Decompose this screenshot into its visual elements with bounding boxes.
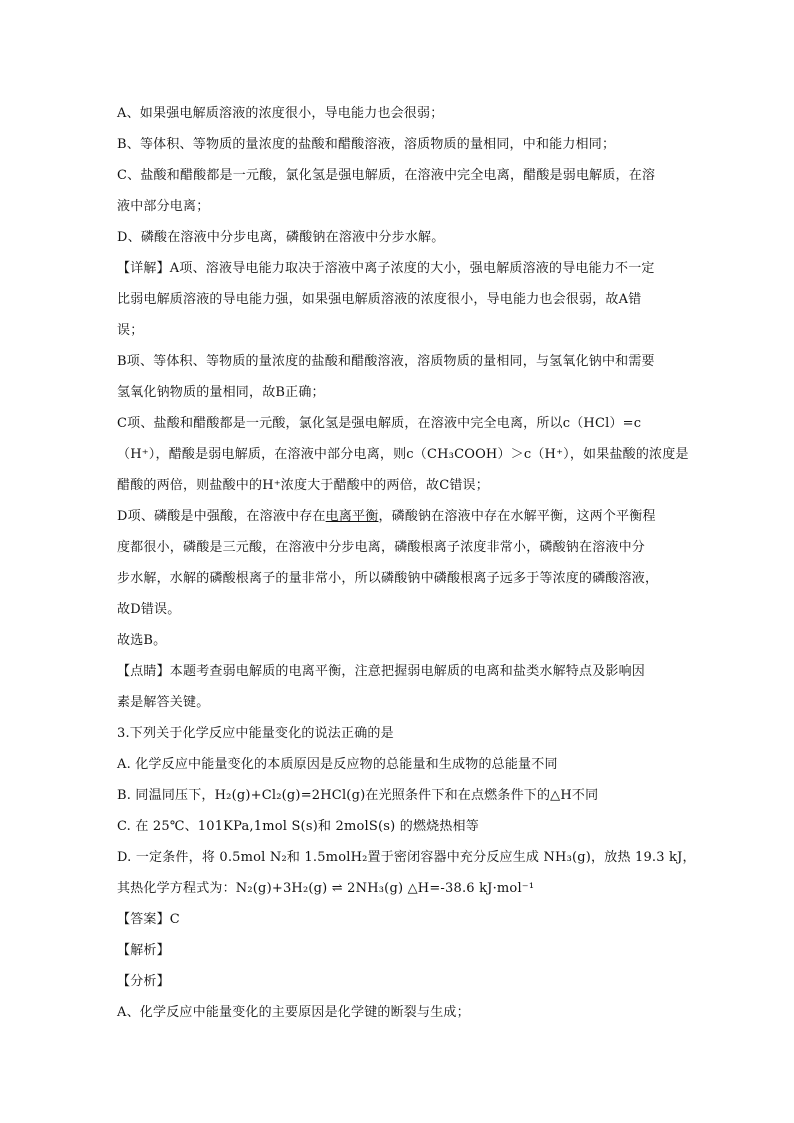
analysis-label: 【解析】 <box>117 943 170 958</box>
analysis-subheading: 【分析】 <box>117 974 170 989</box>
option-a: A. 化学反应中能量变化的本质原因是反应物的总能量和生成物的总能量不同 <box>117 757 558 772</box>
text-line: A、如果强电解质溶液的浓度很小，导电能力也会很弱； <box>117 106 444 121</box>
text-line: （H⁺），醋酸是弱电解质，在溶液中部分电离，则c（CH₃COOH）＞c（H⁺），如果盐酸的浓度是 <box>117 447 689 462</box>
text-line: 氢氧化钠物质的量相同，故B正确； <box>117 385 325 400</box>
question-heading: 3.下列关于化学反应中能量变化的说法正确的是 <box>117 726 394 741</box>
text-line: B项、等体积、等物质的量浓度的盐酸和醋酸溶液，溶质物质的量相同，与氢氧化钠中和需要 <box>117 354 655 369</box>
text-line: A、化学反应中能量变化的主要原因是化学键的断裂与生成； <box>117 1005 470 1020</box>
text-line: 故选B。 <box>117 633 167 648</box>
option-d: D. 一定条件，将 0.5mol N₂和 1.5molH₂置于密闭容器中充分反应生成 NH₃(g)，放热 19.3 kJ， <box>117 850 696 865</box>
text-line: 醋酸的两倍，则盐酸中的H⁺浓度大于醋酸中的两倍，故C错误； <box>117 478 489 493</box>
option-c: C. 在 25℃、101KPa,1mol S(s)和 2molS(s) 的燃烧热相等 <box>117 819 479 834</box>
option-b: B. 同温同压下，H₂(g)+Cl₂(g)=2HCl(g)在光照条件下和在点燃条件下的△H不同 <box>117 788 599 803</box>
text-line: 误； <box>117 323 144 338</box>
underlined-term: 电离平衡 <box>325 509 379 524</box>
text-line: 比弱电解质溶液的导电能力强，如果强电解质溶液的浓度很小，导电能力也会很弱，故A错 <box>117 292 642 307</box>
text-line: B、等体积、等物质的量浓度的盐酸和醋酸溶液，溶质物质的量相同，中和能力相同； <box>117 137 616 152</box>
text-line: C项、盐酸和醋酸都是一元酸，氯化氢是强电解质，在溶液中完全电离，所以c（HCl）=c <box>117 416 642 431</box>
text-line: 【点睛】本题考查弱电解质的电离平衡，注意把握弱电解质的电离和盐类水解特点及影响因 <box>117 664 646 679</box>
text-line: 度都很小，磷酸是三元酸，在溶液中分步电离，磷酸根离子浓度非常小，磷酸钠在溶液中分 <box>117 540 646 555</box>
text-line: 素是解答关键。 <box>117 695 210 710</box>
text-line: 故D错误。 <box>117 602 181 617</box>
text-line: 【详解】A项、溶液导电能力取决于溶液中离子浓度的大小，强电解质溶液的导电能力不一定 <box>117 261 655 276</box>
text-line: D、磷酸在溶液中分步电离，磷酸钠在溶液中分步水解。 <box>117 230 445 245</box>
text-line: C、盐酸和醋酸都是一元酸，氯化氢是强电解质，在溶液中完全电离，醋酸是弱电解质，在溶 <box>117 168 656 183</box>
text-line: 液中部分电离； <box>117 199 210 214</box>
text-line: 步水解，水解的磷酸根离子的量非常小，所以磷酸钠中磷酸根离子远多于等浓度的磷酸溶液， <box>117 571 659 586</box>
text-line-underlined: D项、磷酸是中强酸，在溶液中存在电离平衡，磷酸钠在溶液中存在水解平衡，这两个平衡程 <box>117 509 656 524</box>
answer-label: 【答案】C <box>117 912 180 927</box>
option-d-continued: 其热化学方程式为：N₂(g)+3H₂(g) ⇌ 2NH₃(g) △H=-38.6 kJ·mol⁻¹ <box>117 881 535 896</box>
